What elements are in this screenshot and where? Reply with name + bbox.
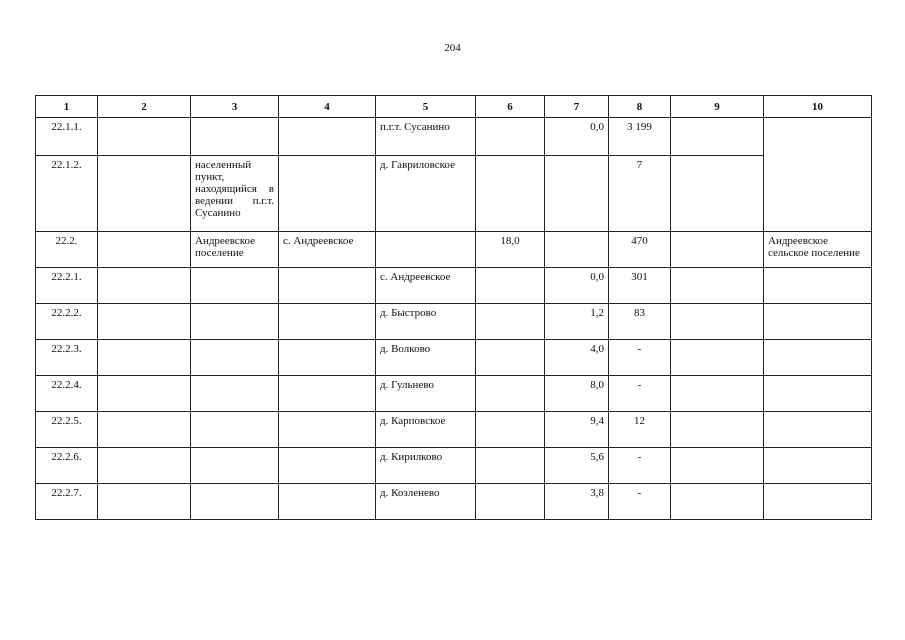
cell-population: -	[609, 484, 671, 520]
cell	[98, 304, 191, 340]
table-row	[36, 412, 872, 448]
cell	[671, 448, 764, 484]
cell	[671, 304, 764, 340]
cell	[671, 118, 764, 156]
cell	[279, 448, 376, 484]
cell	[279, 268, 376, 304]
cell-distance: 3,8	[545, 484, 609, 520]
cell	[191, 268, 279, 304]
table-row	[36, 268, 872, 304]
cell-municipality: Андреевское сельское поселение	[764, 232, 872, 268]
cell	[191, 412, 279, 448]
cell-number: 22.1.1.	[36, 118, 98, 156]
header-cell: 4	[279, 96, 376, 118]
cell-number: 22.2.3.	[36, 340, 98, 376]
cell	[191, 448, 279, 484]
cell	[279, 484, 376, 520]
cell-population: 470	[609, 232, 671, 268]
table-row	[36, 448, 872, 484]
header-row	[36, 96, 872, 118]
cell	[98, 484, 191, 520]
cell	[476, 340, 545, 376]
cell	[476, 268, 545, 304]
header-cell: 2	[98, 96, 191, 118]
cell	[279, 156, 376, 232]
cell-settlement: д. Гавриловское	[376, 156, 476, 232]
table-row	[36, 118, 872, 156]
header-cell: 3	[191, 96, 279, 118]
header-cell: 1	[36, 96, 98, 118]
cell-settlement: д. Карповское	[376, 412, 476, 448]
cell	[764, 268, 872, 304]
cell-settlement: п.г.т. Сусанино	[376, 118, 476, 156]
header-cell: 8	[609, 96, 671, 118]
cell-settlement: д. Кирилково	[376, 448, 476, 484]
cell	[191, 118, 279, 156]
cell-merged	[764, 118, 872, 232]
cell	[476, 118, 545, 156]
cell-distance: 5,6	[545, 448, 609, 484]
cell-distance: 9,4	[545, 412, 609, 448]
cell	[671, 268, 764, 304]
cell	[191, 340, 279, 376]
cell-number: 22.2.1.	[36, 268, 98, 304]
cell	[671, 412, 764, 448]
page-number: 204	[444, 42, 461, 54]
cell-population: 301	[609, 268, 671, 304]
cell	[764, 412, 872, 448]
cell	[476, 376, 545, 412]
cell	[671, 232, 764, 268]
table-row	[36, 304, 872, 340]
cell-population: 12	[609, 412, 671, 448]
cell-value: 18,0	[476, 232, 545, 268]
cell	[671, 376, 764, 412]
cell-distance	[545, 156, 609, 232]
cell-number: 22.2.6.	[36, 448, 98, 484]
cell	[98, 118, 191, 156]
cell	[764, 376, 872, 412]
cell-number: 22.2.4.	[36, 376, 98, 412]
cell-number: 22.2.	[36, 232, 98, 268]
cell	[279, 376, 376, 412]
cell-number: 22.1.2.	[36, 156, 98, 232]
cell-population: 7	[609, 156, 671, 232]
cell-number: 22.2.2.	[36, 304, 98, 340]
cell-distance: 1,2	[545, 304, 609, 340]
cell-settlement: д. Козленево	[376, 484, 476, 520]
cell-settlement: д. Волково	[376, 340, 476, 376]
cell	[98, 268, 191, 304]
cell-settlement-name: Андреевское поселение	[191, 232, 279, 268]
cell-distance: 8,0	[545, 376, 609, 412]
cell	[476, 448, 545, 484]
table-row	[36, 340, 872, 376]
cell	[98, 156, 191, 232]
cell	[671, 340, 764, 376]
cell	[279, 118, 376, 156]
cell	[764, 448, 872, 484]
cell	[98, 232, 191, 268]
cell-population: 3 199	[609, 118, 671, 156]
header-cell: 5	[376, 96, 476, 118]
cell	[98, 412, 191, 448]
cell	[671, 156, 764, 232]
header-cell: 10	[764, 96, 872, 118]
cell-settlement: д. Гульнево	[376, 376, 476, 412]
cell	[476, 156, 545, 232]
cell	[764, 304, 872, 340]
cell-number: 22.2.5.	[36, 412, 98, 448]
header-cell: 9	[671, 96, 764, 118]
cell	[98, 376, 191, 412]
cell	[279, 304, 376, 340]
cell-distance: 0,0	[545, 268, 609, 304]
cell-description: населенный пункт, находящийся в ведении п.г.т. Сусанино	[191, 156, 279, 232]
cell	[476, 304, 545, 340]
cell	[476, 412, 545, 448]
table-row	[36, 484, 872, 520]
cell	[764, 340, 872, 376]
cell	[376, 232, 476, 268]
cell	[764, 484, 872, 520]
header-cell: 7	[545, 96, 609, 118]
table-row	[36, 376, 872, 412]
cell	[279, 340, 376, 376]
cell-distance: 4,0	[545, 340, 609, 376]
cell	[98, 448, 191, 484]
cell-population: 83	[609, 304, 671, 340]
table-row	[36, 232, 872, 268]
cell-population: -	[609, 340, 671, 376]
cell	[545, 232, 609, 268]
cell-distance: 0,0	[545, 118, 609, 156]
cell	[191, 484, 279, 520]
cell-center: с. Андреевское	[279, 232, 376, 268]
cell	[191, 304, 279, 340]
cell	[671, 484, 764, 520]
cell-population: -	[609, 376, 671, 412]
cell	[191, 376, 279, 412]
cell-population: -	[609, 448, 671, 484]
cell-settlement: с. Андреевское	[376, 268, 476, 304]
settlements-table	[35, 95, 872, 520]
table-row	[36, 156, 872, 232]
cell-settlement: д. Быстрово	[376, 304, 476, 340]
cell	[476, 484, 545, 520]
header-cell: 6	[476, 96, 545, 118]
cell-number: 22.2.7.	[36, 484, 98, 520]
cell	[98, 340, 191, 376]
cell	[279, 412, 376, 448]
